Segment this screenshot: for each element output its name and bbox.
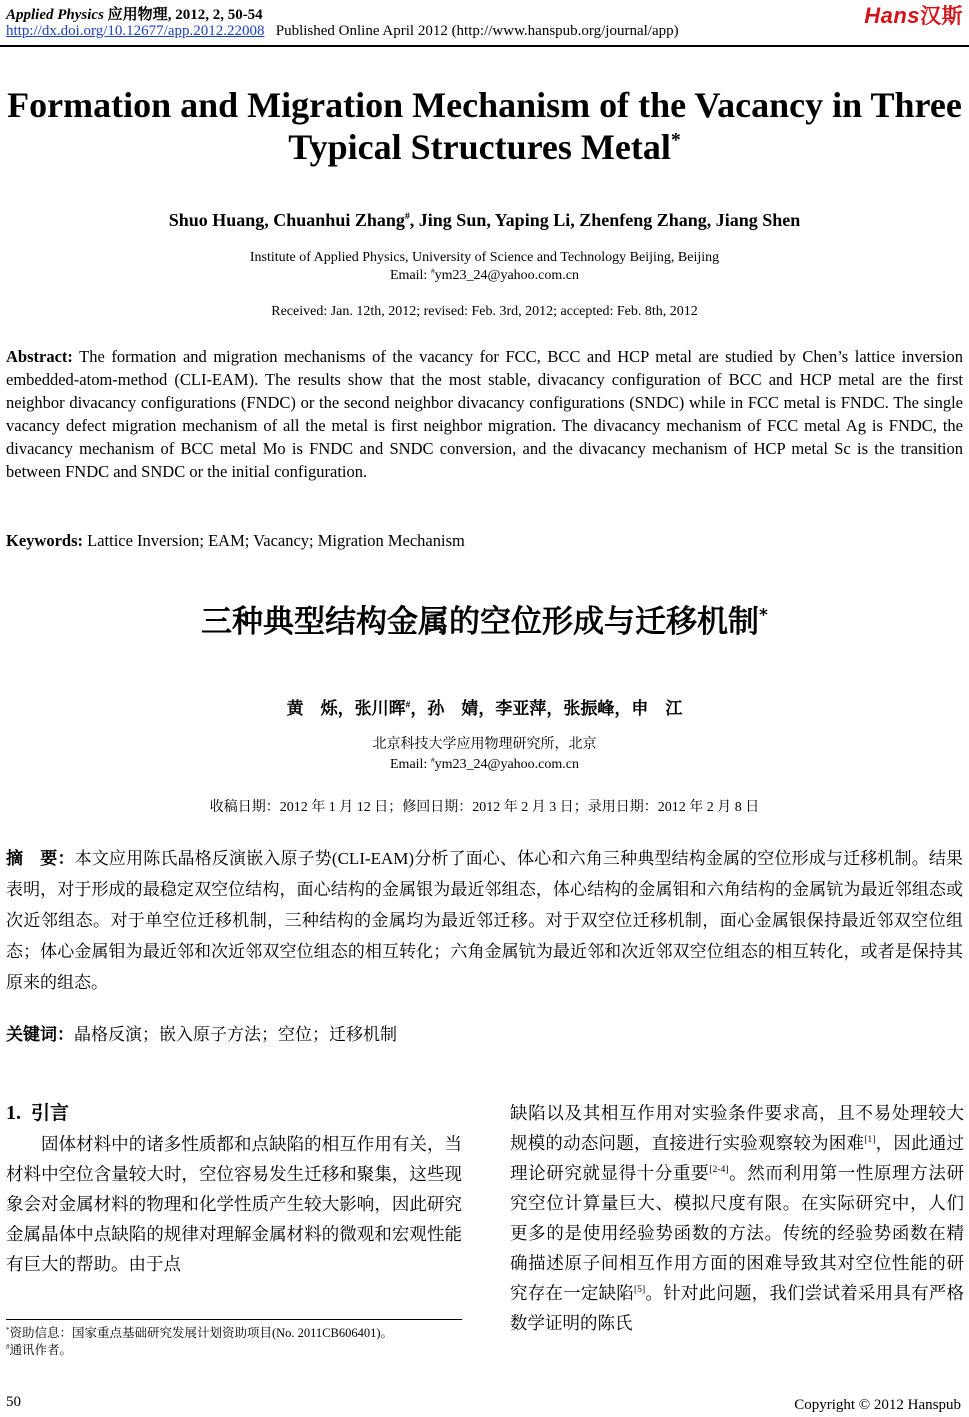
email-label-cn: Email: [390,757,431,772]
header-divider [0,45,969,47]
body-left-column [6,1098,462,1279]
email-address[interactable]: ym23_24@yahoo.com.cn [434,268,579,283]
abstract-cn [6,843,963,998]
corresponding-mark: # [404,211,410,222]
corresponding-mark-cn: # [405,700,411,711]
title-cn-text: 三种典型结构金属的空位形成与迁移机制 [201,604,760,640]
dates-en: Received: Jan. 12th, 2012; revised: Feb. 3rd, 2012; accepted: Feb. 8th, 2012 [271,304,698,319]
keywords-cn-text: 晶格反演；嵌入原子方法；空位；迁移机制 [74,1025,397,1044]
doi-line [6,23,679,40]
abstract-cn-label: 摘 要： [6,849,75,868]
footnotes [6,1325,466,1359]
email-mark-cn: # [430,755,435,765]
section-number: 1. [6,1102,21,1124]
abstract-en [6,345,963,483]
keywords-cn [6,1020,963,1045]
title-en-text: Formation and Migration Mechanism of the Vacancy in Three Typical Structures Metal [7,85,962,167]
published-online: Published Online April 2012 (http://www.hanspub.org/journal/app) [275,23,679,39]
journal-name: Applied Physics [6,7,104,23]
keywords-cn-label: 关键词： [6,1025,74,1044]
section-title: 引言 [31,1102,70,1124]
email-address-cn[interactable]: ym23_24@yahoo.com.cn [434,757,579,772]
section-heading [6,1098,462,1125]
intro-text-3: 。然而利用第一性原理方法研究空位计算量巨大、模拟尺度有限。在实际研究中，人们更多的是使用经验势函数的方法。传统的经验势函数在精确描述原子间相互作用方面的困难导致其对空位性能的研究存在一定缺陷 [510,1163,965,1303]
publisher-logo [864,0,963,30]
title-cn-footnote-mark: * [759,605,768,626]
email-mark: # [430,266,435,276]
intro-text-2: ，因此通过理论研究就显得十分重要 [510,1133,965,1183]
keywords-en [6,531,963,551]
email-label: Email: [390,268,431,283]
citation-ref[interactable]: [2-4] [709,1164,729,1176]
journal-volume: , 2012, 2, 50-54 [167,7,263,23]
paper-title-en [0,84,969,168]
affiliation-cn [0,735,969,775]
footnote-corresponding [6,1342,466,1359]
intro-text-1: 缺陷以及其相互作用对实验条件要求高，且不易处理较大规模的动态问题，直接进行实验观察较为困难 [510,1103,964,1153]
logo-text-cn: 汉斯 [920,5,963,28]
authors-cn [0,694,969,719]
body-right-column [510,1098,964,1338]
footnote-funding-mark: * [6,1326,10,1334]
institute-en: Institute of Applied Physics, University of Science and Technology Beijing, Beijing [249,250,720,265]
authors-cn-first: 黄 烁，张川晖 [286,699,406,718]
logo-text-en: Hans [864,3,920,28]
abstract-cn-text: 本文应用陈氏晶格反演嵌入原子势(CLI-EAM)分析了面心、体心和六角三种典型结构金属的空位形成与迁移机制。结果表明，对于形成的最稳定双空位结构，面心结构的金属银为最近邻组态，体心结构的金属钼和六角结构的金属钪为最近邻组态或次近邻组态。对于单空位迁移机制，三种结构的金属均为最近邻迁移。对于双空位迁移机制，面心金属银保持最近邻双空位组态；体心金属钼为最近邻和次近邻双空位组态的相互转化；六角金属钪为最近邻和次近邻双空位组态的相互转化，或者是保持其原来的组态。 [6,849,963,992]
intro-paragraph-left: 固体材料中的诸多性质都和点缺陷的相互作用有关，当材料中空位含量较大时，空位容易发生迁移和聚集，这些现象会对金属材料的物理和化学性质产生较大影响，因此研究金属晶体中点缺陷的规律对理解金属材料的微观和宏观性能有巨大的帮助。由于点 [6,1134,462,1274]
footnote-funding-text: 资助信息：国家重点基础研究发展计划资助项目(No. 2011CB606401)。 [9,1326,394,1340]
footnote-divider [6,1319,462,1320]
citation-ref[interactable]: [5] [633,1284,646,1296]
copyright: Copyright © 2012 Hanspub [794,1397,961,1413]
intro-paragraph-right [510,1098,964,1338]
authors-cn-rest: ，孙 婧，李亚萍，张振峰，申 江 [410,699,683,718]
doi-link[interactable]: http://dx.doi.org/10.12677/app.2012.22008 [6,23,265,39]
page-number: 50 [6,1394,21,1410]
authors-en-first: Shuo Huang, Chuanhui Zhang [168,210,405,230]
authors-en-rest: , Jing Sun, Yaping Li, Zhenfeng Zhang, Jiang Shen [409,210,801,230]
journal-citation [6,3,263,24]
institute-cn: 北京科技大学应用物理研究所，北京 [372,737,597,752]
keywords-en-text: Lattice Inversion; EAM; Vacancy; Migration Mechanism [87,531,465,550]
affiliation-en [0,249,969,285]
email-en [0,267,969,285]
dates-cn: 收稿日期：2012 年 1 月 12 日；修回日期：2012 年 2 月 3 日；录用日期：2012 年 2 月 8 日 [209,800,760,815]
email-cn [0,755,969,775]
footnote-corresponding-text: 通讯作者。 [9,1343,72,1357]
intro-text-4: 。针对此问题，我们尝试着采用具有严格数学证明的陈氏 [510,1283,965,1333]
footnote-corresponding-mark: # [6,1343,10,1351]
journal-name-cn: 应用物理 [107,7,168,23]
keywords-en-label: Keywords: [6,531,83,550]
footnote-funding [6,1325,466,1342]
title-en-footnote-mark: * [670,129,681,151]
abstract-en-text: The formation and migration mechanisms of the vacancy for FCC, BCC and HCP metal are studied by Chen’s lattice inversion embedded-atom-method (CLI-EAM). The results show that the most stable, divacancy configuration of BCC and HCP metal are the first neighbor divacancy configurations (FNDC) or the second neighbor divacancy configurations (SNDC) while in FCC metal is FNDC. The single vacancy defect migration mechanism of all the metal is first neighbor migration. The divacancy mechanism of FCC metal Ag is FNDC, the divacancy mechanism of BCC metal Mo is FNDC and SNDC conversion, and the divacancy mechanism of HCP metal Sc is the transition between FNDC and SNDC or the initial configuration. [6,347,964,481]
abstract-en-label: Abstract: [6,347,73,366]
authors-en [0,210,969,231]
citation-ref[interactable]: [1] [864,1134,876,1146]
paper-title-cn [0,600,969,644]
